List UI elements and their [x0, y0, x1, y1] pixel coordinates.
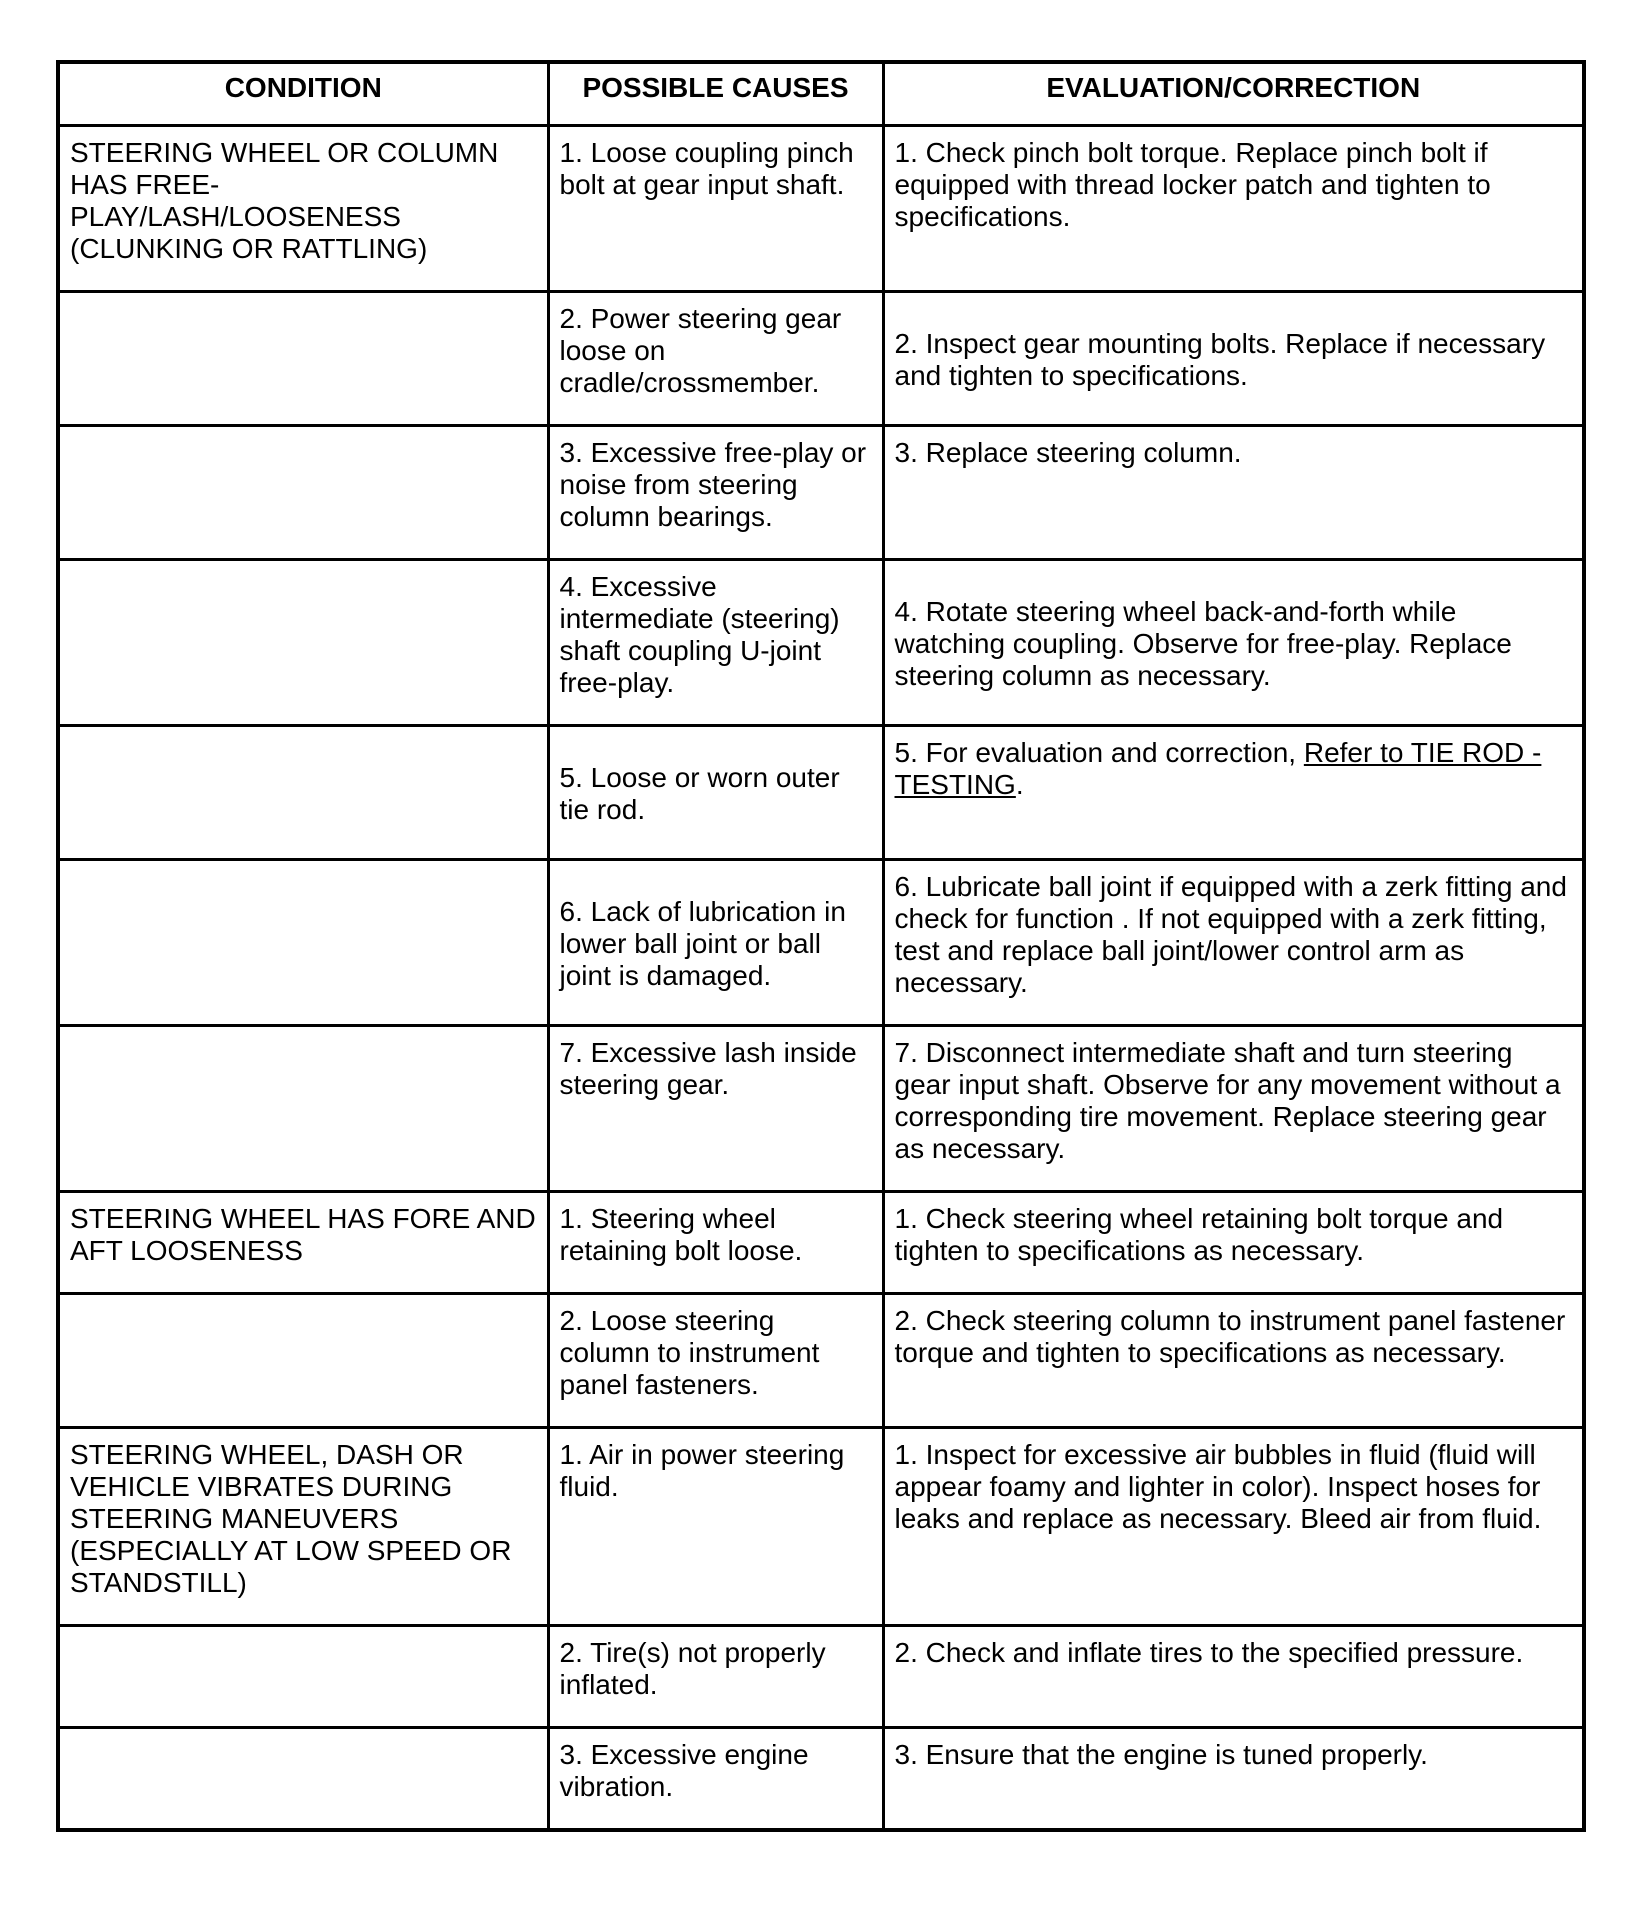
header-evaluation: EVALUATION/CORRECTION [883, 62, 1584, 126]
evaluation-cell: 4. Rotate steering wheel back-and-forth while watching coupling. Observe for free-play. Replace steering column as necessary. [883, 560, 1584, 726]
tie-rod-testing-link[interactable]: Refer to TIE ROD - TESTING [894, 737, 1542, 800]
condition-cell [58, 1026, 548, 1192]
condition-cell [58, 860, 548, 1026]
condition-cell [58, 292, 548, 426]
evaluation-cell: 6. Lubricate ball joint if equipped with a zerk fitting and check for function . If not equipped with a zerk fitting, test and replace ball joint/lower control arm as necessary. [883, 860, 1584, 1026]
header-row [58, 62, 1584, 126]
evaluation-cell: 2. Inspect gear mounting bolts. Replace if necessary and tighten to specifications. [883, 292, 1584, 426]
evaluation-cell: 3. Ensure that the engine is tuned properly. [883, 1728, 1584, 1830]
evaluation-text: 5. For evaluation and correction, [894, 737, 1297, 768]
table-row [58, 1192, 1584, 1294]
cause-cell: 6. Lack of lubrication in lower ball joint or ball joint is damaged. [548, 860, 883, 1026]
condition-cell: STEERING WHEEL HAS FORE AND AFT LOOSENESS [58, 1192, 548, 1294]
header-condition: CONDITION [58, 62, 548, 126]
table-row [58, 560, 1584, 726]
cause-cell: 1. Loose coupling pinch bolt at gear input shaft. [548, 126, 883, 292]
header-causes: POSSIBLE CAUSES [548, 62, 883, 126]
table-row [58, 1294, 1584, 1428]
cause-cell: 5. Loose or worn outer tie rod. [548, 726, 883, 860]
cause-cell: 4. Excessive intermediate (steering) shaft coupling U-joint free-play. [548, 560, 883, 726]
evaluation-suffix: . [1015, 769, 1024, 800]
table-row [58, 426, 1584, 560]
evaluation-cell: 7. Disconnect intermediate shaft and turn steering gear input shaft. Observe for any movement without a corresponding tire movement. Replace steering gear as necessary. [883, 1026, 1584, 1192]
cause-cell: 3. Excessive engine vibration. [548, 1728, 883, 1830]
condition-cell [58, 726, 548, 860]
evaluation-cell: 1. Check steering wheel retaining bolt torque and tighten to specifications as necessary. [883, 1192, 1584, 1294]
table-row [58, 1428, 1584, 1626]
cause-cell: 2. Tire(s) not properly inflated. [548, 1626, 883, 1728]
cause-cell: 7. Excessive lash inside steering gear. [548, 1026, 883, 1192]
cause-cell: 2. Loose steering column to instrument panel fasteners. [548, 1294, 883, 1428]
diagnosis-table [56, 60, 1586, 1832]
table-row [58, 860, 1584, 1026]
condition-cell: STEERING WHEEL OR COLUMN HAS FREE-PLAY/LASH/LOOSENESS (CLUNKING OR RATTLING) [58, 126, 548, 292]
condition-cell [58, 1626, 548, 1728]
table-row [58, 726, 1584, 860]
table-row [58, 126, 1584, 292]
cause-cell: 3. Excessive free-play or noise from steering column bearings. [548, 426, 883, 560]
cause-cell: 2. Power steering gear loose on cradle/crossmember. [548, 292, 883, 426]
condition-cell [58, 426, 548, 560]
condition-cell [58, 1728, 548, 1830]
table-row [58, 1728, 1584, 1830]
condition-cell [58, 1294, 548, 1428]
evaluation-cell: 1. Inspect for excessive air bubbles in fluid (fluid will appear foamy and lighter in color). Inspect hoses for leaks and replace as necessary. Bleed air from fluid. [883, 1428, 1584, 1626]
table-row [58, 1626, 1584, 1728]
condition-cell: STEERING WHEEL, DASH OR VEHICLE VIBRATES DURING STEERING MANEUVERS (ESPECIALLY AT LOW SPEED OR STANDSTILL) [58, 1428, 548, 1626]
cause-cell: 1. Air in power steering fluid. [548, 1428, 883, 1626]
evaluation-cell: 2. Check and inflate tires to the specified pressure. [883, 1626, 1584, 1728]
evaluation-cell [883, 726, 1584, 860]
table-row [58, 292, 1584, 426]
evaluation-cell: 1. Check pinch bolt torque. Replace pinch bolt if equipped with thread locker patch and tighten to specifications. [883, 126, 1584, 292]
condition-cell [58, 560, 548, 726]
evaluation-cell: 3. Replace steering column. [883, 426, 1584, 560]
table-row [58, 1026, 1584, 1192]
cause-cell: 1. Steering wheel retaining bolt loose. [548, 1192, 883, 1294]
evaluation-cell: 2. Check steering column to instrument panel fastener torque and tighten to specifications as necessary. [883, 1294, 1584, 1428]
